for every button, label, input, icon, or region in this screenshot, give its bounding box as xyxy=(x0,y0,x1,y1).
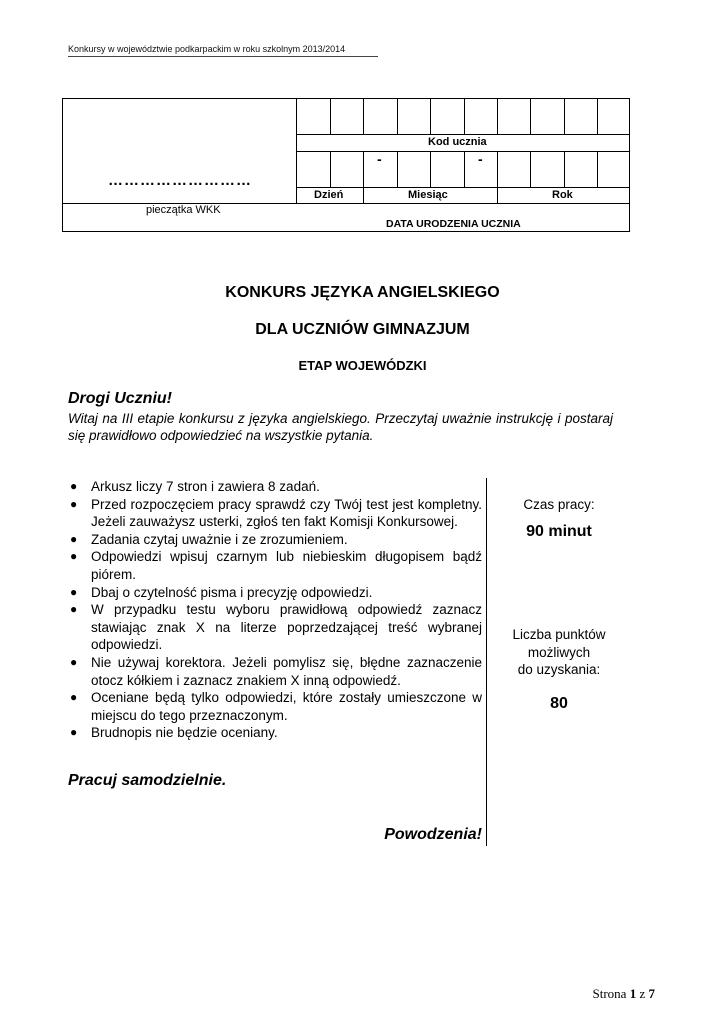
date-separator: - xyxy=(478,151,483,167)
bullet-icon: ● xyxy=(70,531,78,546)
max-points-value: 80 xyxy=(550,695,568,712)
instruction-item: ● Brudnopis nie będzie oceniany. xyxy=(70,725,278,741)
date-cell xyxy=(397,151,398,187)
code-cell xyxy=(597,98,598,134)
column-divider xyxy=(486,478,487,846)
instruction-item: ● Przed rozpoczęciem pracy sprawdź czy Twój test jest kompletny. Jeżeli zauważysz usterki, zgłoś ten fakt Komisji Konkursowej. xyxy=(70,496,482,530)
year-label: Rok xyxy=(552,189,573,201)
bullet-icon: ● xyxy=(70,725,78,740)
date-cell xyxy=(330,151,331,187)
date-cell xyxy=(464,151,465,187)
contest-title: KONKURS JĘZYKA ANGIELSKIEGO xyxy=(225,284,500,301)
instruction-item: ● Arkusz liczy 7 stron i zawiera 8 zadań. xyxy=(70,479,320,494)
work-alone-text: Pracuj samodzielnie. xyxy=(68,772,227,789)
day-label: Dzień xyxy=(314,189,344,201)
date-of-birth-label: DATA URODZENIA UCZNIA xyxy=(386,218,521,230)
date-cell xyxy=(564,151,565,187)
bullet-icon: ● xyxy=(70,602,78,617)
bullet-icon: ● xyxy=(70,690,78,705)
date-row-bottom xyxy=(296,187,630,188)
date-cell xyxy=(430,151,431,187)
code-cell xyxy=(564,98,565,134)
instruction-item: ● W przypadku testu wyboru prawidłową odpowiedź zaznacz stawiając znak X na literze poprzedzającej treść wybranej odpowiedzi. xyxy=(70,602,482,653)
bullet-icon: ● xyxy=(70,584,78,599)
code-cell xyxy=(497,98,498,134)
date-separator: - xyxy=(377,151,382,167)
stamp-label: pieczątka WKK xyxy=(146,204,221,216)
instruction-item: ● Dbaj o czytelność pisma i precyzję odpowiedzi. xyxy=(70,584,373,600)
page-number: Strona 1 z 7 xyxy=(592,986,655,1001)
code-label-row-bottom xyxy=(296,151,630,152)
instruction-item: ● Nie używaj korektora. Jeżeli pomylisz się, błędne zaznaczenie otocz kółkiem i zaznacz znakiem X inną odpowiedź. xyxy=(70,654,482,688)
code-cell xyxy=(430,98,431,134)
code-label: Kod ucznia xyxy=(428,136,487,148)
date-cell xyxy=(363,151,364,203)
greeting-text: Witaj na III etapie konkursu z języka angielskiego. Przeczytaj uważnie instrukcję i postaraj się prawidłowo odpowiedzieć na wszystkie pytania. xyxy=(68,411,613,443)
code-cell xyxy=(330,98,331,134)
date-cell xyxy=(530,151,531,187)
work-time-label: Czas pracy: xyxy=(523,497,595,512)
bullet-icon: ● xyxy=(70,479,78,493)
contest-subtitle: DLA UCZNIÓW GIMNAZJUM xyxy=(255,321,470,338)
contest-stage: ETAP WOJEWÓDZKI xyxy=(298,358,427,373)
stamp-placeholder: ……………………… xyxy=(108,172,252,189)
header-text: Konkursy w województwie podkarpackim w roku szkolnym 2013/2014 xyxy=(68,44,346,54)
bullet-icon: ● xyxy=(70,549,78,564)
bullet-icon: ● xyxy=(70,654,78,669)
date-cell xyxy=(597,151,598,187)
month-label: Miesiąc xyxy=(408,189,448,201)
code-cell xyxy=(397,98,398,134)
instruction-item: ● Odpowiedzi wpisuj czarnym lub niebieskim długopisem bądź piórem. xyxy=(70,549,482,582)
code-cell xyxy=(464,98,465,134)
code-row-bottom xyxy=(296,134,630,135)
good-luck-text: Powodzenia! xyxy=(384,826,482,843)
instructions-list xyxy=(68,478,482,742)
instruction-item: ● Zadania czytaj uważnie i ze zrozumieniem. xyxy=(70,531,348,547)
header-underline xyxy=(68,56,378,57)
max-points-label: Liczba punktów możliwych do uzyskania: xyxy=(512,627,606,678)
instruction-item: ● Oceniane będą tylko odpowiedzi, które zostały umieszczone w miejscu do tego przeznaczonym. xyxy=(70,690,482,723)
code-cell xyxy=(530,98,531,134)
date-cell xyxy=(497,151,498,203)
bullet-icon: ● xyxy=(70,496,78,511)
work-time-value: 90 minut xyxy=(526,523,592,540)
code-cell xyxy=(363,98,364,134)
greeting-title: Drogi Uczniu! xyxy=(68,390,172,407)
